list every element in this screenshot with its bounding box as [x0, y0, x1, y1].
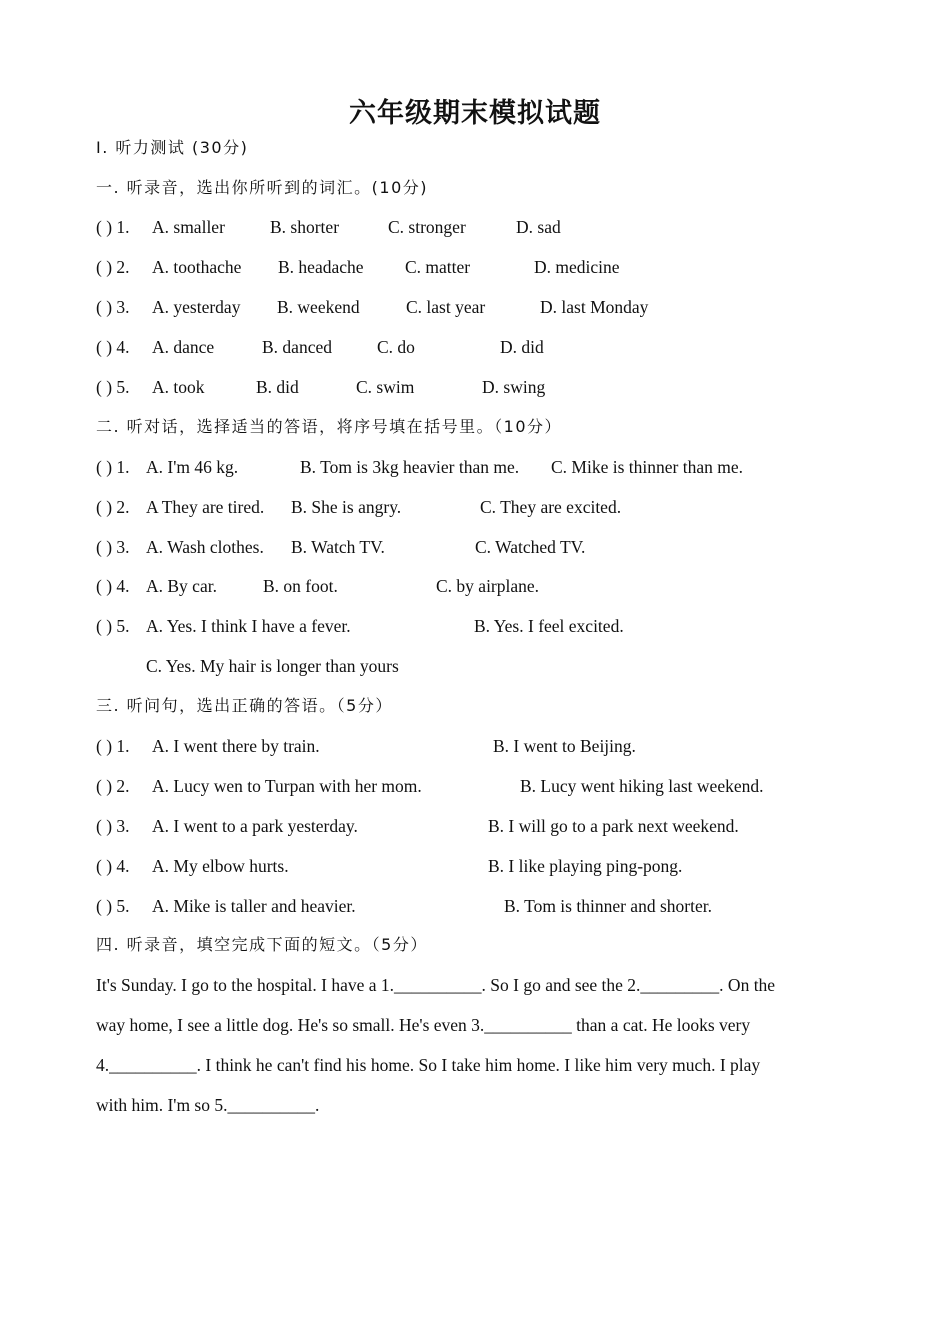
s2-question-5-option-c: C. Yes. My hair is longer than yours — [146, 656, 399, 676]
option-a: A. I went there by train. — [152, 736, 320, 756]
option-b: B. weekend — [277, 297, 360, 317]
question-number: ( ) 2. — [96, 257, 130, 277]
question-number: ( ) 3. — [96, 816, 130, 836]
option-a: A. Wash clothes. — [146, 537, 264, 557]
question-number: ( ) 5. — [96, 616, 130, 636]
passage-line: with him. I'm so 5.__________. — [96, 1095, 320, 1115]
option-b: B. She is angry. — [291, 497, 402, 517]
option-b: B. headache — [278, 257, 364, 277]
question-number: ( ) 4. — [96, 576, 130, 596]
option-b: B. Lucy went hiking last weekend. — [520, 776, 764, 796]
passage-line: It's Sunday. I go to the hospital. I have a 1.__________. So I go and see the 2._________. On the — [96, 975, 776, 995]
passage-line: 4.__________. I think he can't find his home. So I take him home. I like him very much. I play — [96, 1055, 761, 1075]
question-number: ( ) 1. — [96, 736, 130, 756]
question-number: ( ) 5. — [96, 377, 130, 397]
option-c: C. by airplane. — [436, 576, 540, 596]
question-number: ( ) 3. — [96, 297, 130, 317]
option-b: B. shorter — [270, 217, 340, 237]
question-number: ( ) 2. — [96, 497, 130, 517]
option-a: A. toothache — [152, 257, 242, 277]
option-c: C. do — [377, 337, 415, 357]
option-c: C. Watched TV. — [475, 537, 586, 557]
option-a: A. I'm 46 kg. — [146, 457, 239, 477]
option-d: D. last Monday — [540, 297, 649, 317]
question-number: ( ) 4. — [96, 337, 130, 357]
passage-line: way home, I see a little dog. He's so small. He's even 3.__________ than a cat. He looks very — [96, 1015, 751, 1035]
option-d: D. did — [500, 337, 544, 357]
option-b: B. Tom is 3kg heavier than me. — [300, 457, 520, 477]
section-2-heading: 二. 听对话，选择适当的答语，将序号填在括号里。（10分） — [96, 417, 563, 436]
option-b: B. Yes. I feel excited. — [474, 616, 624, 636]
option-d: D. sad — [516, 217, 561, 237]
option-a: A. Lucy wen to Turpan with her mom. — [152, 776, 422, 796]
option-c: C. Mike is thinner than me. — [551, 457, 743, 477]
option-a: A. I went to a park yesterday. — [152, 816, 358, 836]
option-a: A They are tired. — [146, 497, 265, 517]
option-d: D. swing — [482, 377, 546, 397]
option-a: A. took — [152, 377, 205, 397]
question-number: ( ) 1. — [96, 217, 130, 237]
option-c: C. swim — [356, 377, 415, 397]
option-a: A. smaller — [152, 217, 225, 237]
section-1-heading: 一. 听录音，选出你所听到的词汇。(10分) — [96, 178, 429, 197]
question-number: ( ) 4. — [96, 856, 130, 876]
question-number: ( ) 5. — [96, 896, 130, 916]
section-3-heading: 三. 听问句，选出正确的答语。（5分） — [96, 696, 393, 715]
part-heading: I. 听力测试 (30分) — [96, 138, 249, 157]
option-a: A. yesterday — [152, 297, 241, 317]
option-c: C. last year — [406, 297, 486, 317]
option-b: B. Watch TV. — [291, 537, 385, 557]
question-number: ( ) 1. — [96, 457, 130, 477]
option-c: C. matter — [405, 257, 471, 277]
option-c: C. stronger — [388, 217, 466, 237]
option-b: B. on foot. — [263, 576, 338, 596]
option-a: A. By car. — [146, 576, 217, 596]
option-b: B. Tom is thinner and shorter. — [504, 896, 712, 916]
question-number: ( ) 2. — [96, 776, 130, 796]
option-a: A. dance — [152, 337, 215, 357]
section-4-heading: 四. 听录音，填空完成下面的短文。（5分） — [96, 935, 428, 954]
option-b: B. I will go to a park next weekend. — [488, 816, 739, 836]
page-title: 六年级期末模拟试题 — [349, 98, 601, 129]
option-a: A. Yes. I think I have a fever. — [146, 616, 351, 636]
option-a: A. My elbow hurts. — [152, 856, 289, 876]
option-a: A. Mike is taller and heavier. — [152, 896, 356, 916]
option-d: D. medicine — [534, 257, 620, 277]
option-b: B. I went to Beijing. — [493, 736, 636, 756]
option-c: C. They are excited. — [480, 497, 622, 517]
option-b: B. did — [256, 377, 299, 397]
option-b: B. danced — [262, 337, 332, 357]
question-number: ( ) 3. — [96, 537, 130, 557]
option-b: B. I like playing ping-pong. — [488, 856, 683, 876]
